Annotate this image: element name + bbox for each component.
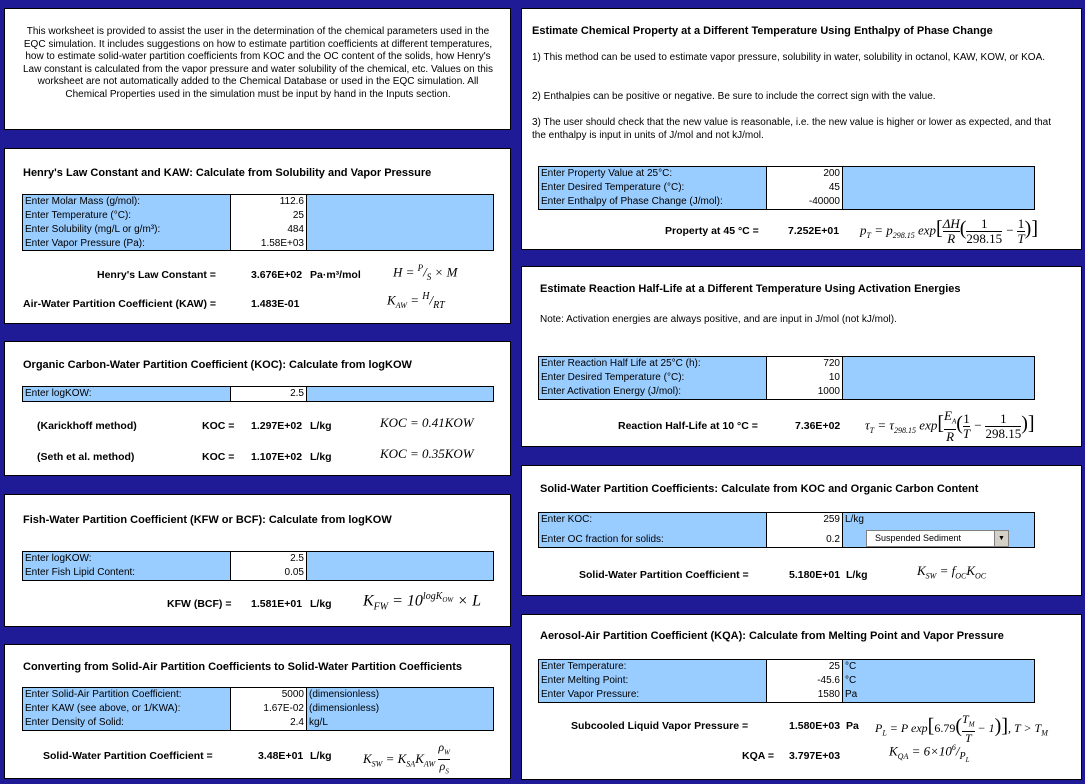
halflife-equation: $\tau_T = \tau_{298.15}$ exp[ $\frac{E_A}{R}$ ( $\frac{1}{T}$ − $\frac{1}{298.15}$ )] [865, 408, 1035, 444]
ksw-equation: $K_{SW} = f_{OC}K_{OC}$ [917, 563, 987, 581]
logkow-label: Enter logKOW: [25, 388, 92, 399]
temperature-input[interactable]: 25 [292, 210, 304, 221]
halflife-fill [842, 356, 1035, 400]
henry-panel [4, 148, 511, 324]
solid-type-dropdown[interactable] [866, 530, 1009, 547]
ksw-solidair-equation: $K_{SW} = K_{SA}K_{AW}$ $\frac{\rho_W}{\rho_S}$ [363, 740, 450, 776]
vapor-pressure-input[interactable]: 1.58E+03 [260, 238, 304, 249]
enthalpy-fill [842, 166, 1035, 210]
fish-panel [4, 494, 511, 627]
sw-koc-input[interactable]: 259 [823, 514, 840, 525]
kfw-value: 1.581E+01 [251, 598, 303, 610]
halflife-note: Note: Activation energies are always positive, and are input in J/mol (not kJ/mol). [540, 314, 897, 325]
solidair-kaw-input[interactable]: 1.67E-02 [263, 703, 304, 714]
solidwater-labels [538, 512, 767, 548]
aerosol-vapor-pressure-label: Enter Vapor Pressure: [541, 689, 640, 700]
karickhoff-equation: KOC = 0.41KOW [380, 415, 474, 430]
sw-koc-unit: L/kg [845, 514, 864, 525]
koc-title: Organic Carbon-Water Partition Coefficient (KOC): Calculate from logKOW [23, 359, 412, 371]
solubility-label: Enter Solubility (mg/L or g/m³): [25, 224, 161, 235]
enthalpy-equation: $p_T = p_{298.15}$ exp[ $\frac{\Delta H}{R}$ ( $\frac{1}{298.15}$ − $\frac{1}{T}$ )] [860, 216, 1038, 246]
hlc-unit: Pa·m³/mol [310, 269, 361, 281]
fish-lipid-label: Enter Fish Lipid Content: [25, 567, 136, 578]
halflife-result-label: Reaction Half-Life at 10 °C = [618, 420, 758, 432]
aerosol-temperature-label: Enter Temperature: [541, 661, 627, 672]
henry-values [230, 194, 307, 251]
halflife-panel [521, 266, 1082, 447]
aerosol-values [766, 659, 843, 703]
enthalpy-input[interactable]: -40000 [808, 196, 840, 207]
kaw-value: 1.483E-01 [251, 298, 300, 310]
karickhoff-method: (Karickhoff method) [37, 420, 137, 432]
intro-text: This worksheet is provided to assist the user in the determination of the chemical parameters used in the EQC simulation. It includes suggestions on how to estimate partition coefficients at different temperatures, how to estimate solid-water partition coefficients from KOC and the OC content of the solids, how Henry's Law constant is calculated from the vapor pressure and water solubility of the chemical, etc. Values on this worksheet are not automatically added to the Chemical Database or used in the EQC simulation. All Chemical Properties used in the simulation must be input by hand in the Inputs section. [22, 26, 494, 100]
solidair-title: Converting from Solid-Air Partition Coefficients to Solid-Water Partition Coefficients [23, 661, 463, 673]
aerosol-panel [521, 614, 1082, 780]
koc-panel [4, 341, 511, 476]
temperature-label: Enter Temperature (°C): [25, 210, 132, 221]
solidwater-values [766, 512, 843, 548]
solidair-fill [306, 687, 494, 731]
fish-labels [22, 551, 231, 581]
enthalpy-label: Enter Enthalpy of Phase Change (J/mol): [541, 196, 723, 207]
hl-temperature-input[interactable]: 10 [828, 372, 840, 383]
solid-density-unit: kg/L [309, 717, 328, 728]
kfw-equation: $K_{FW} = 10^{logK_{OW}} \times L$ [363, 591, 481, 613]
aerosol-labels [538, 659, 767, 703]
solidwater-result-value: 5.180E+01 [789, 569, 841, 581]
karickhoff-value: 1.297E+02 [251, 420, 303, 432]
seth-unit: L/kg [310, 451, 332, 463]
seth-value: 1.107E+02 [251, 451, 303, 463]
hlc-equation: $H = ^P/_S \times M$ [393, 263, 458, 282]
solidwater-result-label: Solid-Water Partition Coefficient = [579, 569, 749, 581]
henry-title: Henry's Law Constant and KAW: Calculate from Solubility and Vapor Pressure [23, 167, 432, 179]
fish-logkow-label: Enter logKOW: [25, 553, 92, 564]
enthalpy-note1: 1) This method can be used to estimate vapor pressure, solubility in water, solubility in octanol, KAW, KOW, or KOA. [532, 52, 1046, 63]
molar-mass-input[interactable]: 112.6 [279, 196, 304, 207]
kqa-equation: $K_{QA} = 6\times 10^6/_{P_L}$ [889, 743, 970, 764]
koc-label-cell [22, 386, 231, 402]
halflife-labels [538, 356, 767, 400]
koc-value-cell [230, 386, 307, 402]
solidair-kaw-label: Enter KAW (see above, or 1/KWA): [25, 703, 181, 714]
solidair-result-label: Solid-Water Partition Coefficient = [43, 750, 213, 762]
hlc-value: 3.676E+02 [251, 269, 303, 281]
desired-temperature-label: Enter Desired Temperature (°C): [541, 182, 685, 193]
molar-mass-label: Enter Molar Mass (g/mol): [25, 196, 141, 207]
solidwater-result-unit: L/kg [846, 569, 868, 581]
svp-unit: Pa [846, 720, 859, 732]
solid-density-input[interactable]: 2.4 [290, 717, 304, 728]
solidwater-panel [521, 465, 1082, 596]
solid-type-selected: Suspended Sediment [875, 533, 962, 543]
sw-koc-label: Enter KOC: [541, 514, 593, 525]
solubility-input[interactable]: 484 [287, 224, 304, 235]
henry-fill [306, 194, 494, 251]
aerosol-title: Aerosol-Air Partition Coefficient (KQA): Calculate from Melting Point and Vapor Pressure [540, 630, 1004, 642]
kfw-unit: L/kg [310, 598, 332, 610]
enthalpy-title: Estimate Chemical Property at a Different Temperature Using Enthalpy of Phase Change [532, 25, 993, 37]
halflife-title: Estimate Reaction Half-Life at a Different Temperature Using Activation Energies [540, 283, 961, 295]
seth-method: (Seth et al. method) [37, 451, 135, 463]
fish-logkow-input[interactable]: 2.5 [290, 553, 304, 564]
hlc-label: Henry's Law Constant = [97, 269, 216, 281]
kfw-label: KFW (BCF) = [167, 598, 232, 610]
enthalpy-result-label: Property at 45 °C = [665, 225, 759, 237]
seth-k-label: KOC = [202, 451, 235, 463]
property-value-label: Enter Property Value at 25°C: [541, 168, 673, 179]
karickhoff-unit: L/kg [310, 420, 332, 432]
hl-temperature-label: Enter Desired Temperature (°C): [541, 372, 685, 383]
kaw-equation: $K_{AW} = ^H/_{RT}$ [387, 291, 445, 311]
intro-panel [4, 8, 511, 130]
property-value-input[interactable]: 200 [823, 168, 840, 179]
aerosol-vapor-pressure-input[interactable]: 1580 [817, 689, 840, 700]
henry-labels [22, 194, 231, 251]
solid-air-coef-label: Enter Solid-Air Partition Coefficient: [25, 689, 182, 700]
enthalpy-result-value: 7.252E+01 [788, 225, 840, 237]
enthalpy-panel [521, 8, 1082, 250]
enthalpy-note2: 2) Enthalpies can be positive or negative. Be sure to include the correct sign with the value. [532, 91, 936, 102]
svp-label: Subcooled Liquid Vapor Pressure = [571, 720, 749, 732]
solidair-result-unit: L/kg [310, 750, 332, 762]
aerosol-vapor-pressure-unit: Pa [845, 689, 858, 700]
solid-density-label: Enter Density of Solid: [25, 717, 124, 728]
aerosol-temperature-input[interactable]: 25 [828, 661, 840, 672]
seth-equation: KOC = 0.35KOW [380, 446, 474, 461]
kqa-value: 3.797E+03 [789, 750, 841, 762]
vapor-pressure-label: Enter Vapor Pressure (Pa): [25, 238, 145, 249]
svp-equation: $P_L = P$ exp[6.79( $\frac{T_M}{T}$ − 1)], $T > T_M$ [875, 712, 1048, 746]
melting-point-label: Enter Melting Point: [541, 675, 629, 686]
aerosol-fill [842, 659, 1035, 703]
solid-air-coef-input[interactable]: 5000 [281, 689, 304, 700]
activation-energy-label: Enter Activation Energy (J/mol): [541, 386, 682, 397]
half-life-input[interactable]: 720 [823, 358, 840, 369]
chevron-down-icon[interactable]: ▼ [994, 531, 1008, 546]
fish-values [230, 551, 307, 581]
halflife-values [766, 356, 843, 400]
fish-lipid-input[interactable]: 0.05 [284, 567, 304, 578]
melting-point-unit: °C [845, 675, 857, 686]
activation-energy-input[interactable]: 1000 [817, 386, 840, 397]
fish-title: Fish-Water Partition Coefficient (KFW or BCF): Calculate from logKOW [23, 514, 392, 526]
solid-air-coef-unit: (dimensionless) [309, 689, 380, 700]
enthalpy-note3: 3) The user should check that the new value is reasonable, i.e. the new value is higher or lower as expected, and that the enthalpy is input in units of J/mol and not kJ/mol. [532, 117, 1052, 141]
solidwater-title: Solid-Water Partition Coefficients: Calculate from KOC and Organic Carbon Content [540, 483, 979, 495]
solidair-result-value: 3.48E+01 [258, 750, 304, 762]
kqa-label: KQA = [742, 750, 774, 762]
karickhoff-k-label: KOC = [202, 420, 235, 432]
kaw-label: Air-Water Partition Coefficient (KAW) = [23, 298, 216, 310]
solidair-labels [22, 687, 231, 731]
halflife-result-value: 7.36E+02 [795, 420, 841, 432]
solidair-kaw-unit: (dimensionless) [309, 703, 380, 714]
koc-fill [306, 386, 494, 402]
aerosol-temperature-unit: °C [845, 661, 857, 672]
solidair-values [230, 687, 307, 731]
svp-value: 1.580E+03 [789, 720, 841, 732]
desired-temperature-input[interactable]: 45 [828, 182, 840, 193]
oc-fraction-label: Enter OC fraction for solids: [541, 534, 664, 545]
logkow-input[interactable]: 2.5 [290, 388, 304, 399]
enthalpy-labels [538, 166, 767, 210]
solidair-panel [4, 644, 511, 779]
fish-fill [306, 551, 494, 581]
melting-point-input[interactable]: -45.6 [817, 675, 840, 686]
enthalpy-values [766, 166, 843, 210]
oc-fraction-input[interactable]: 0.2 [826, 534, 840, 545]
half-life-label: Enter Reaction Half Life at 25°C (h): [541, 358, 701, 369]
